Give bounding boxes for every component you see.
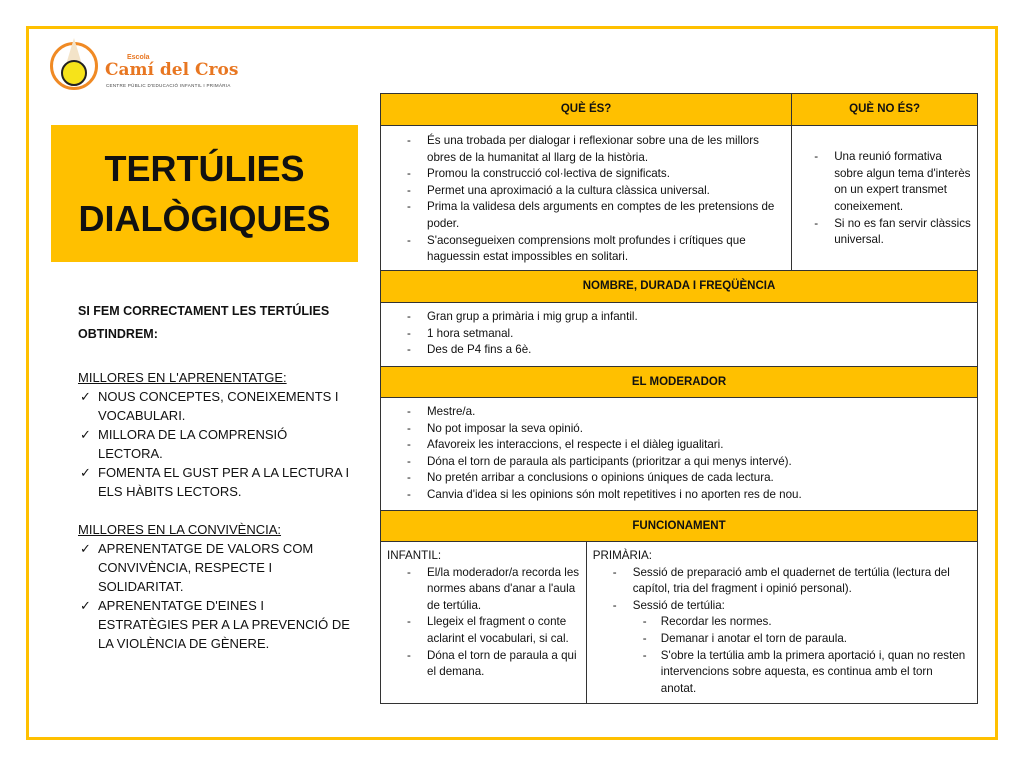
list-item: - Promou la construcció col·lectiva de significats. bbox=[381, 166, 785, 183]
list-item: ✓ APRENENTATGE DE VALORS COM CONVIVÈNCIA, RESPECTE I SOLIDARITAT. bbox=[78, 539, 353, 596]
list-item: - Sessió de tertúlia: bbox=[587, 598, 971, 615]
section-coexistence: MILLORES EN LA CONVIVÈNCIA: bbox=[78, 522, 282, 537]
list-item: - Llegeix el fragment o conte aclarint el vocabulari, si cal. bbox=[381, 614, 580, 647]
list-item: - Demanar i anotar el torn de paraula. bbox=[587, 631, 971, 648]
list-item: - Mestre/a. bbox=[381, 404, 971, 421]
list-item: - No pretén arribar a conclusions o opinions úniques de cada lectura. bbox=[381, 470, 971, 487]
list-item: - Dóna el torn de paraula a qui el demana. bbox=[381, 648, 580, 681]
infantil-cell bbox=[381, 542, 587, 704]
logo-face-icon bbox=[61, 60, 87, 86]
header-moderador: EL MODERADOR bbox=[381, 367, 978, 398]
nombre-cell bbox=[381, 303, 978, 367]
list-item: - Sessió de preparació amb el quadernet de tertúlia (lectura del capítol, tria del fragment i opinió personal). bbox=[587, 565, 971, 598]
logo-small-text: Escola bbox=[127, 54, 150, 61]
list-item: - Una reunió formativa sobre algun tema d'interès on un expert transmet coneixement. bbox=[792, 149, 971, 215]
list-item: - Canvia d'idea si les opinions són molt repetitives i no aporten res de nou. bbox=[381, 487, 971, 504]
header-que-es: QUÈ ÉS? bbox=[381, 94, 792, 126]
title-line-2: DIALÒGIQUES bbox=[78, 197, 331, 239]
page-title bbox=[51, 125, 358, 262]
que-no-es-cell bbox=[792, 126, 978, 271]
list-item: - Dóna el torn de paraula als participants (prioritzar a qui menys intervé). bbox=[381, 454, 971, 471]
list-item: - Des de P4 fins a 6è. bbox=[381, 342, 971, 359]
header-nombre: NOMBRE, DURADA I FREQÜÈNCIA bbox=[381, 271, 978, 303]
school-logo bbox=[50, 38, 239, 96]
list-item: ✓ APRENENTATGE D'EINES I ESTRATÈGIES PER A LA PREVENCIÓ DE LA VIOLÈNCIA DE GÈNERE. bbox=[78, 596, 353, 653]
section-learning: MILLORES EN L'APRENENTATGE: bbox=[78, 370, 287, 385]
list-item: - Gran grup a primària i mig grup a infantil. bbox=[381, 309, 971, 326]
infantil-label: INFANTIL: bbox=[387, 549, 442, 562]
list-item: - No pot imposar la seva opinió. bbox=[381, 421, 971, 438]
moderador-cell bbox=[381, 398, 978, 511]
list-item: ✓ NOUS CONCEPTES, CONEIXEMENTS I VOCABULARI. bbox=[78, 387, 353, 425]
list-item: - El/la moderador/a recorda les normes abans d'anar a l'aula de tertúlia. bbox=[381, 565, 580, 615]
benefits-intro: SI FEM CORRECTAMENT LES TERTÚLIES OBTINDREM: bbox=[78, 304, 330, 341]
list-item: ✓ MILLORA DE LA COMPRENSIÓ LECTORA. bbox=[78, 425, 353, 463]
primaria-label: PRIMÀRIA: bbox=[592, 549, 653, 562]
list-item: - Permet una aproximació a la cultura clàssica universal. bbox=[381, 183, 785, 200]
list-item: - Prima la validesa dels arguments en comptes de les pretensions de poder. bbox=[381, 199, 785, 232]
list-item: - Afavoreix les interaccions, el respecte i el diàleg igualitari. bbox=[381, 437, 971, 454]
list-item: - Recordar les normes. bbox=[587, 614, 971, 631]
que-es-cell bbox=[381, 126, 792, 271]
benefits-section bbox=[78, 300, 353, 653]
primaria-cell bbox=[586, 542, 977, 704]
coexistence-list bbox=[78, 539, 353, 653]
title-line-1: TERTÚLIES bbox=[104, 147, 305, 189]
list-item: - S'aconsegueixen comprensions molt profundes i crítiques que haguessin estat impossibles en solitari. bbox=[381, 233, 785, 266]
list-item: - S'obre la tertúlia amb la primera aportació i, quan no resten intervencions sobre aquesta, es continua amb el torn anotat. bbox=[587, 648, 971, 698]
info-table bbox=[380, 93, 978, 704]
list-item: - Si no es fan servir clàssics universal. bbox=[792, 216, 971, 249]
logo-subtitle: CENTRE PÚBLIC D'EDUCACIÓ INFANTIL I PRIMÀRIA bbox=[106, 83, 231, 88]
header-que-no-es: QUÈ NO ÉS? bbox=[792, 94, 978, 126]
list-item: ✓ FOMENTA EL GUST PER A LA LECTURA I ELS HÀBITS LECTORS. bbox=[78, 463, 353, 501]
list-item: - És una trobada per dialogar i reflexionar sobre una de les millors obres de la humanitat al llarg de la història. bbox=[381, 133, 785, 166]
header-funcionament: FUNCIONAMENT bbox=[381, 511, 978, 542]
logo-name: Camí del Cros bbox=[105, 60, 239, 80]
list-item: - 1 hora setmanal. bbox=[381, 326, 971, 343]
learning-list bbox=[78, 387, 353, 501]
